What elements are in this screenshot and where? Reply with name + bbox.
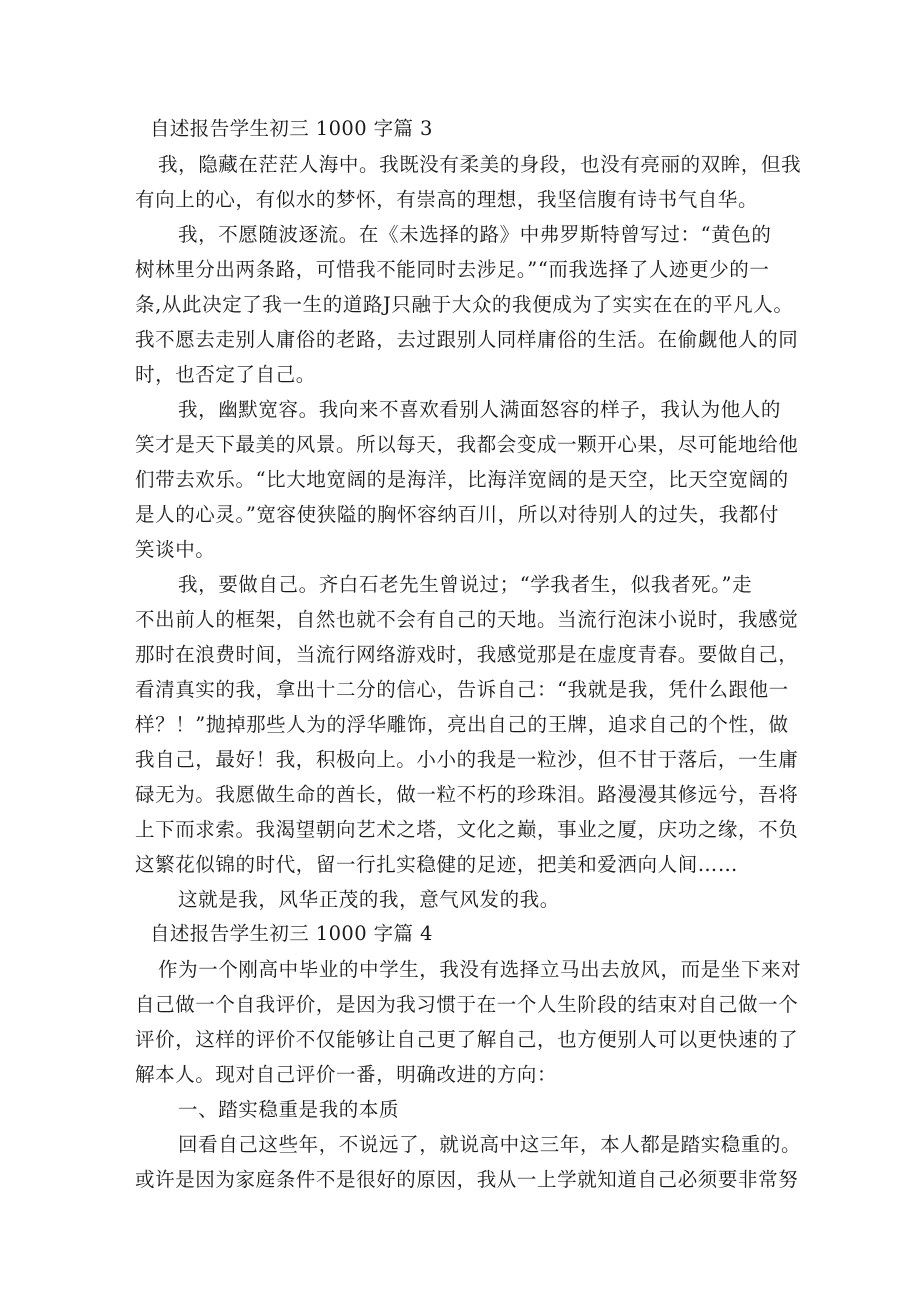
text-line: 作为一个刚高中毕业的中学生，我没有选择立马出去放风，而是坐下来对 (158, 958, 802, 981)
text-line: 我，要做自己。齐白石老先生曾说过；“学我者生，似我者死。”走 (178, 573, 753, 596)
text-line: 这繁花似锦的时代，留一行扎实稳健的足迹，把美和爱洒向人间…… (135, 853, 739, 876)
text-line: 那时在浪费时间，当流行网络游戏时，我感觉那是在虚度青春。要做自己， (135, 643, 799, 666)
text-line: 我，不愿随波逐流。在《未选择的路》中弗罗斯特曾写过：“黄色的 (178, 223, 772, 246)
text-line: 我，隐藏在茫茫人海中。我既没有柔美的身段，也没有亮丽的双眸，但我 (158, 153, 802, 176)
text-line: 我，幽默宽容。我向来不喜欢看别人满面怒容的样子，我认为他人的 (178, 398, 782, 421)
text-line: 样？！”抛掉那些人为的浮华雕饰，亮出自己的王牌，追求自己的个性，做 (135, 713, 789, 736)
text-line: 看清真实的我，拿出十二分的信心，告诉自己：“我就是我，凭什么跟他一 (135, 678, 789, 701)
text-line: 自己做一个自我评价，是因为我习惯于在一个人生阶段的结束对自己做一个 (135, 993, 799, 1016)
subheading: 一、踏实稳重是我的本质 (178, 1098, 400, 1121)
text-line: 我不愿去走别人庸俗的老路，去过跟别人同样庸俗的生活。在偷觑他人的同 (135, 328, 799, 351)
text-line: 不出前人的框架，自然也就不会有自己的天地。当流行泡沫小说时，我感觉 (135, 608, 799, 631)
text-line: 我自己，最好！我，积极向上。小小的我是一粒沙，但不甘于落后，一生庸 (135, 748, 799, 771)
text-line: 们带去欢乐。“比大地宽阔的是海洋，比海洋宽阔的是天空，比天空宽阔的 (135, 468, 789, 491)
text-line: 评价，这样的评价不仅能够让自己更了解自己，也方便别人可以更快速的了 (135, 1028, 799, 1051)
text-line: 碌无为。我愿做生命的酋长，做一粒不朽的珍珠泪。路漫漫其修远兮，吾将 (135, 783, 799, 806)
heading-section-4: 自述报告学生初三 1000 字篇 4 (150, 922, 433, 945)
text-line: 这就是我，风华正茂的我，意气风发的我。 (178, 888, 560, 911)
text-line: 时，也否定了自己。 (135, 363, 316, 386)
text-line: 回看自己这些年，不说远了，就说高中这三年，本人都是踏实稳重的。 (178, 1133, 802, 1156)
text-line: 笑谈中。 (135, 538, 216, 561)
text-line: 条,从此决定了我一生的道路J只融于大众的我便成为了实实在在的平凡人。 (135, 293, 794, 316)
text-line: 或许是因为家庭条件不是很好的原因，我从一上学就知道自己必须要非常努 (135, 1168, 799, 1191)
text-line: 上下而求索。我渴望朝向艺术之塔，文化之巅，事业之厦，庆功之缘，不负 (135, 818, 799, 841)
text-line: 解本人。现对自己评价一番，明确改进的方向： (135, 1063, 558, 1086)
text-line: 树林里分出两条路，可惜我不能同时去涉足。”“而我选择了人迹更少的一 (135, 258, 770, 281)
text-line: 是人的心灵。”宽容使狭隘的胸怀容纳百川，所以对待别人的过失，我都付 (135, 503, 780, 526)
heading-section-3: 自述报告学生初三 1000 字篇 3 (150, 117, 433, 140)
text-line: 有向上的心，有似水的梦怀，有崇高的理想，我坚信腹有诗书气自华。 (135, 188, 759, 211)
text-line: 笑才是天下最美的风景。所以每天，我都会变成一颗开心果，尽可能地给他 (135, 433, 799, 456)
